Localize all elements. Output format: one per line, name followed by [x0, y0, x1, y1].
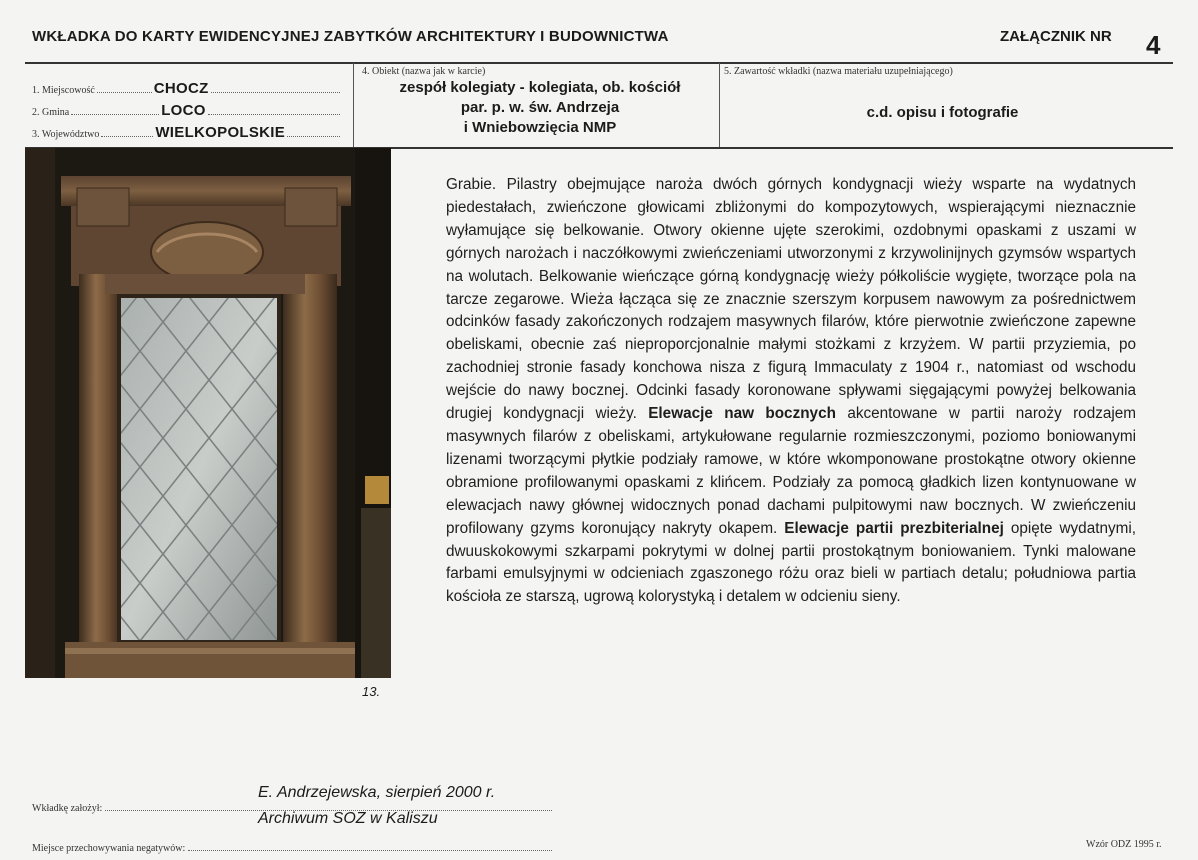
section-heading-side-aisles: Elewacje naw bocznych: [648, 405, 836, 423]
object-name-line-3: i Wniebowzięcia NMP: [463, 119, 617, 136]
object-label: 4. Obiekt (nazwa jak w karcie): [362, 66, 486, 77]
commune-value: LOCO: [161, 102, 206, 119]
content-label: 5. Zawartość wkładki (nazwa materiału uzupełniającego): [724, 66, 953, 77]
document-title: WKŁADKA DO KARTY EWIDENCYJNEJ ZABYTKÓW ARCHITEKTURY I BUDOWNICTWA: [32, 28, 669, 45]
created-by-label: Wkładkę założył:: [32, 803, 103, 814]
photo-number: 13.: [362, 684, 381, 699]
section-heading-presbytery: Elewacje partii prezbiterialnej: [784, 519, 1004, 537]
annex-number: 4: [1146, 30, 1161, 60]
object-name-line-1: zespół kolegiaty - kolegiata, ob. kościół: [399, 79, 681, 96]
description-part-3: opięte wydatnymi, dwuuskokowymi szkarpami pokrytymi w dolnej partii prostokątnym boniowaniem. Tynki malowane farbami emulsyjnymi w odcieniach zgaszonego różu oraz bieli w partiach detalu; południowa partia kościoła ze starszą, ugrową kolorystyką i detalem w odcieniu sieny.: [446, 519, 1136, 606]
annex-label: ZAŁĄCZNIK NR: [1000, 28, 1112, 45]
locality-field: [32, 80, 342, 97]
voivodeship-field: [32, 124, 342, 141]
commune-field: [32, 102, 342, 119]
header-divider-1: [353, 63, 354, 147]
locality-label: 1. Miejscowość: [32, 85, 95, 96]
form-code: Wzór ODZ 1995 r.: [1086, 839, 1162, 850]
photo: [25, 148, 391, 678]
description-text: [446, 174, 1136, 609]
author-signature: E. Andrzejewska, sierpień 2000 r.: [258, 784, 496, 801]
negatives-label: Miejsce przechowywania negatywów:: [32, 843, 186, 854]
negatives-field: [32, 842, 552, 854]
description-part-1: Grabie. Pilastry obejmujące naroża dwóch górnych kondygnacji wieży wsparte na wydatnych piedestałach, zwieńczone głowicami zbliżonymi do kompozytowych, wspierającymi nieznacznie wyłamujące się belkowanie. Otwory okienne ujęte szerokimi, ozdobnymi opaskami z uszami w górnych narożach i naczółkowymi zwieńczeniami utworzonymi z krzywolinijnych gzymsów wspartych na wolutach. Belkowanie wieńczące górną kondygnację wieży półkoliście wygięte, tworzące pola na tarcze zegarowe. Wieża łącząca się ze znacznie szerszym korpusem nawowym za pośrednictwem odcinków fasady zakończonych rodzajem masywnych filarów, które pierwotnie zwieńczone zapewne obeliskami, obecnie zaś nieproporcjonalnie małymi stożkami z krzyżem. W partii przyziemia, po zachodniej stronie fasady konchowa nisza z figurą Immaculaty z 1904 r., natomiast od wschodu wejście do nawy bocznej. Odcinki fasady koronowane spływami sięgającymi powyżej belkowania drugiej kondygnacji wieży.: [446, 176, 1136, 423]
description-part-2: akcentowane w partii naroży rodzajem masywnych filarów z obeliskami, artykułowane regularnie rozmieszczonymi, poziomo boniowanymi lizenami tworzącymi płytkie podziały ramowe, w które wkomponowane prostokątne otwory okienne obramione profilowanymi opaskami z klińcem. Podziały za pomocą gładkich lizen kontynuowane w elewacjach nawy głównej widocznych ponad dachami pulpitowymi naw bocznych. W zwieńczeniu profilowany gzyms koronujący nakryty okapem.: [446, 405, 1137, 537]
content-value: c.d. opisu i fotografie: [866, 104, 1019, 121]
voivodeship-value: WIELKOPOLSKIE: [155, 124, 286, 141]
photo-image: [25, 148, 391, 678]
object-name: [360, 78, 720, 138]
voivodeship-label: 3. Województwo: [32, 129, 100, 140]
header-rule-top: [25, 62, 1173, 64]
object-name-line-2: par. p. w. św. Andrzeja: [460, 99, 620, 116]
commune-label: 2. Gmina: [32, 107, 70, 118]
locality-value: CHOCZ: [153, 80, 209, 97]
archive-name: Archiwum SOZ w Kaliszu: [258, 810, 438, 827]
